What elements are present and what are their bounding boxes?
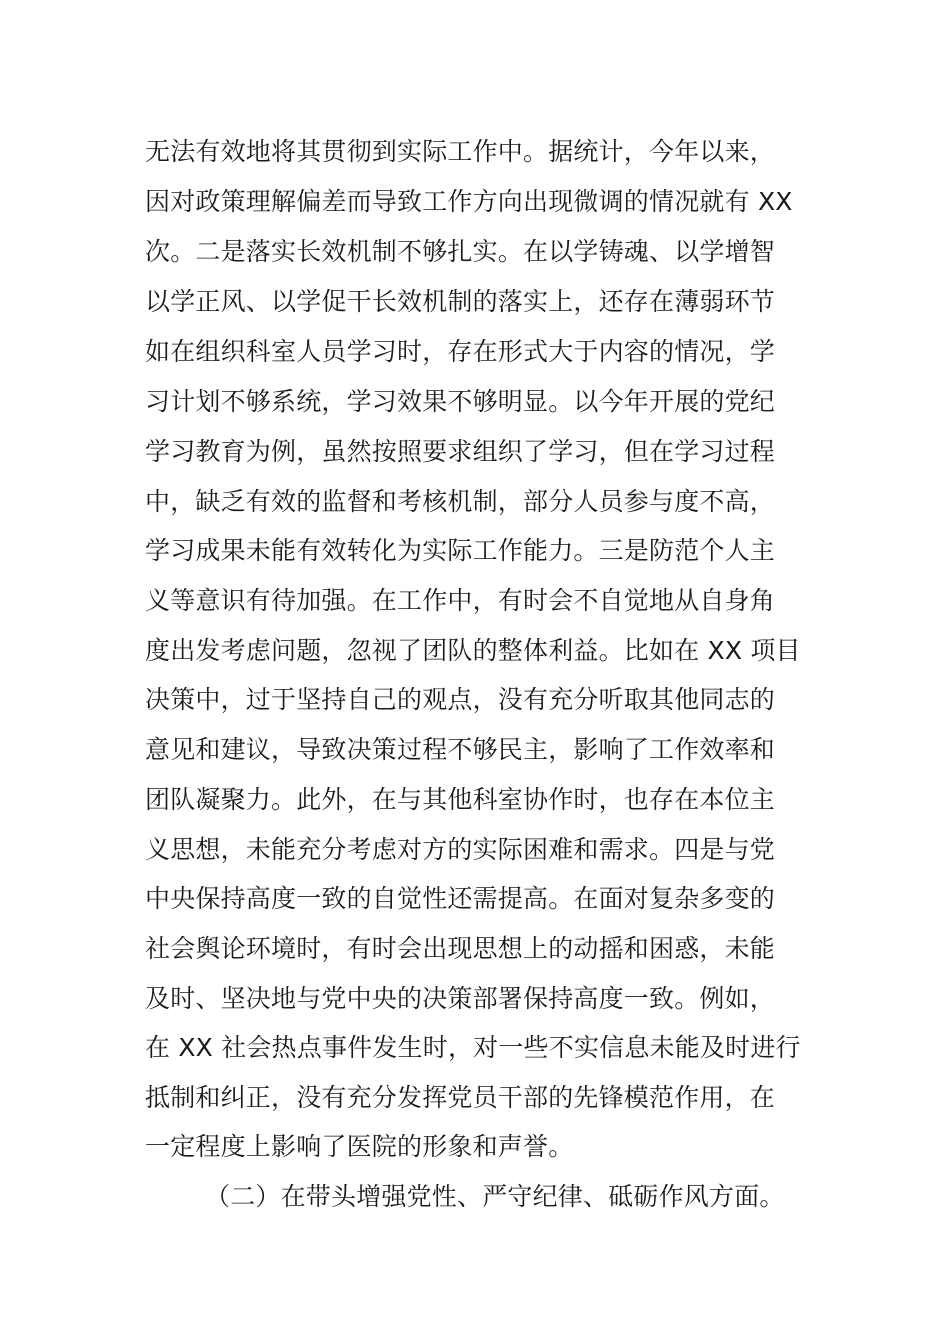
body-line-7: 学习教育为例，虽然按照要求组织了学习，但在学习过程 — [145, 437, 776, 466]
body-line-2: 因对政策理解偏差而导致工作方向出现微调的情况就有 XX — [145, 187, 793, 216]
body-line-6: 习计划不够系统，学习效果不够明显。以今年开展的党纪 — [145, 387, 776, 416]
section-heading: （二）在带头增强党性、严守纪律、砥砺作风方面。 — [205, 1182, 785, 1211]
body-line-16: 中央保持高度一致的自觉性还需提高。在面对复杂多变的 — [145, 884, 776, 913]
body-line-18: 及时、坚决地与党中央的决策部署保持高度一致。例如， — [145, 984, 776, 1013]
body-line-10: 义等意识有待加强。在工作中，有时会不自觉地从自身角 — [145, 586, 776, 615]
body-line-14: 团队凝聚力。此外，在与其他科室协作时，也存在本位主 — [145, 785, 776, 814]
body-line-12: 决策中，过于坚持自己的观点，没有充分听取其他同志的 — [145, 685, 776, 714]
body-line-4: 以学正风、以学促干长效机制的落实上，还存在薄弱环节 — [145, 287, 776, 316]
body-line-5: 如在组织科室人员学习时，存在形式大于内容的情况，学 — [145, 337, 776, 366]
body-line-17: 社会舆论环境时，有时会出现思想上的动摇和困惑，未能 — [145, 934, 776, 963]
body-line-13: 意见和建议，导致决策过程不够民主，影响了工作效率和 — [145, 735, 776, 764]
body-line-21: 一定程度上影响了医院的形象和声誉。 — [145, 1132, 574, 1161]
body-line-9: 学习成果未能有效转化为实际工作能力。三是防范个人主 — [145, 536, 776, 565]
body-line-1: 无法有效地将其贯彻到实际工作中。据统计，今年以来， — [145, 137, 776, 166]
body-line-19: 在 XX 社会热点事件发生时，对一些不实信息未能及时进行 — [145, 1033, 801, 1062]
body-line-3: 次。二是落实长效机制不够扎实。在以学铸魂、以学增智 — [145, 237, 776, 266]
body-line-15: 义思想，未能充分考虑对方的实际困难和需求。四是与党 — [145, 835, 776, 864]
body-line-8: 中，缺乏有效的监督和考核机制，部分人员参与度不高， — [145, 487, 776, 516]
body-line-11: 度出发考虑问题，忽视了团队的整体利益。比如在 XX 项目 — [145, 636, 801, 665]
body-line-20: 抵制和纠正，没有充分发挥党员干部的先锋模范作用，在 — [145, 1083, 776, 1112]
